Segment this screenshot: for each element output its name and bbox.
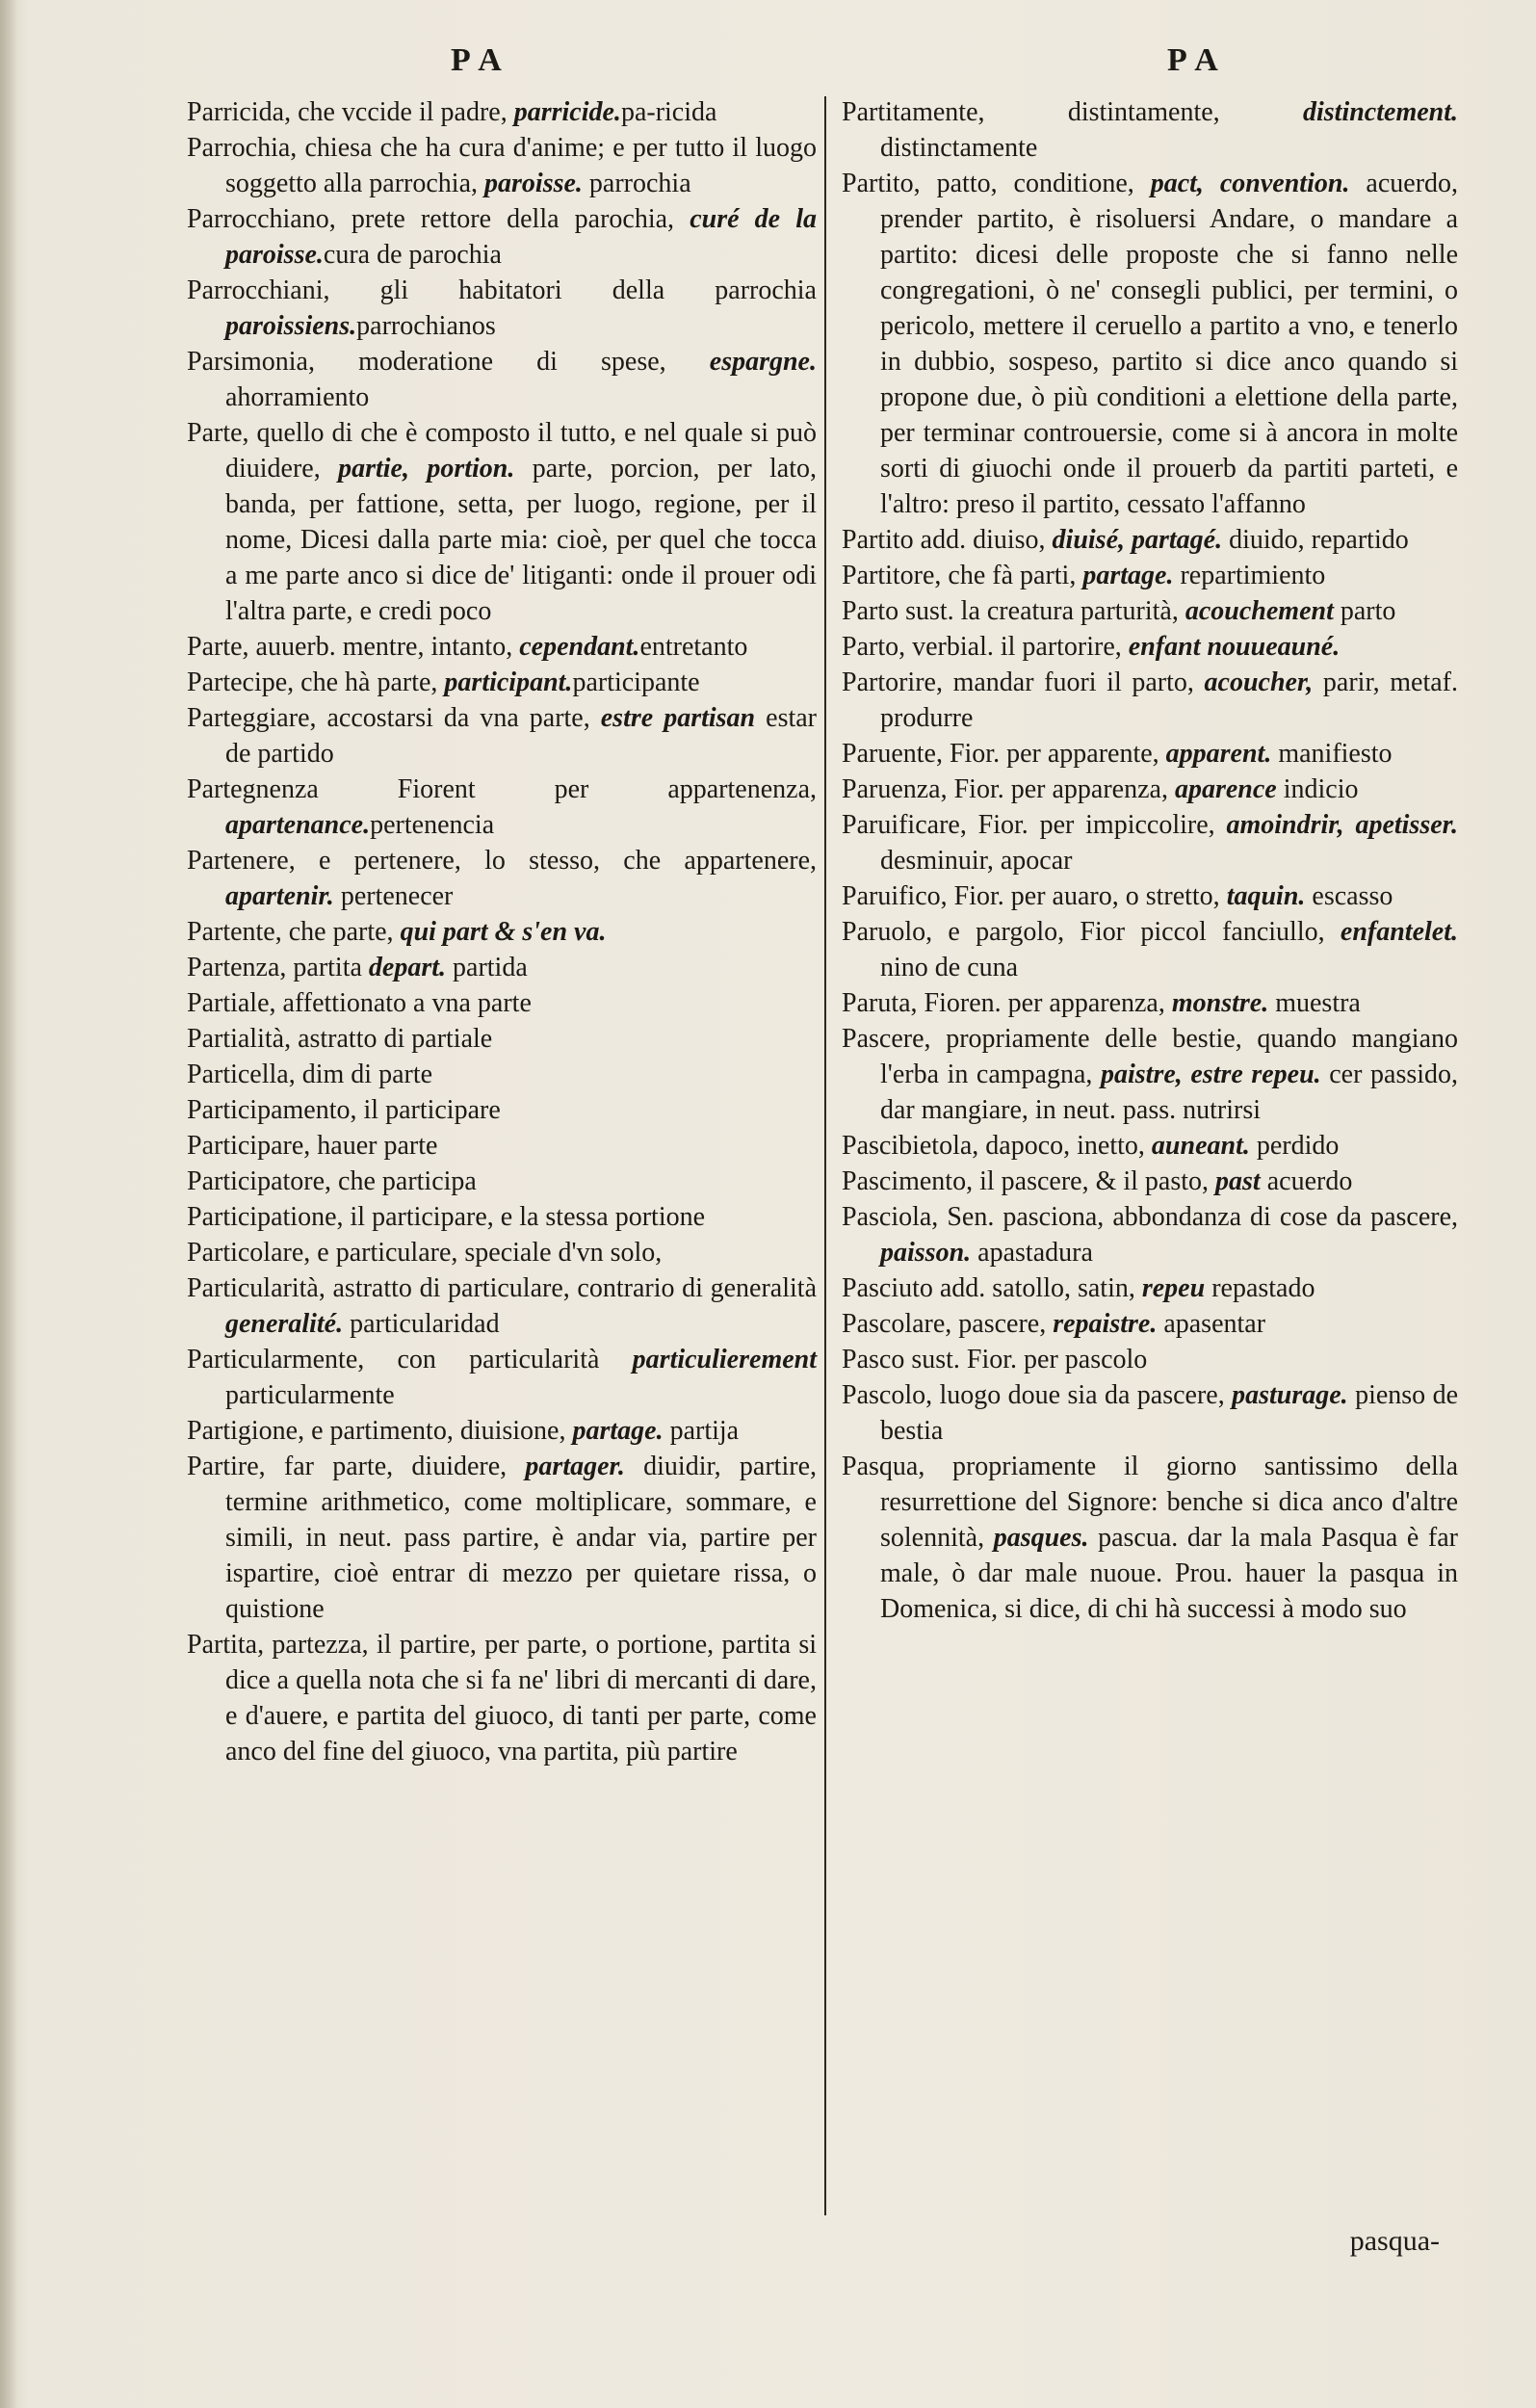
entry-italian: Partito add. diuiso, — [842, 525, 1053, 555]
entry-spanish: parir, metaf. produrre — [880, 667, 1458, 733]
entry-spanish: perdido — [1249, 1131, 1340, 1161]
entry-french: pasques. — [993, 1523, 1089, 1553]
entry-french: pact, convention. — [1150, 169, 1350, 198]
entry-french: partage. — [1082, 561, 1174, 590]
entry-french: partager. — [525, 1452, 625, 1481]
entry-french: acoucher, — [1204, 667, 1314, 697]
entry-italian: Parricida, che vccide il padre, — [187, 97, 514, 127]
dictionary-entry — [187, 94, 817, 130]
dictionary-entry — [187, 843, 817, 914]
dictionary-entry — [842, 593, 1458, 629]
dictionary-entry — [842, 558, 1458, 593]
entry-italian: Participamento, il participare — [187, 1095, 501, 1125]
entry-french: paroisse. — [484, 169, 583, 198]
entry-french: participant. — [444, 667, 573, 697]
entry-italian: Particularmente, con particularità — [187, 1345, 633, 1374]
dictionary-entry — [842, 166, 1458, 522]
entry-italian: Parto sust. la creatura parturità, — [842, 596, 1185, 626]
entry-italian: Parrochia, chiesa che ha cura d'anime; e per tutto il luogo soggetto alla parrochia, — [187, 133, 817, 198]
entry-italian: Parto, verbial. il partorire, — [842, 632, 1129, 662]
entry-french: particulierement — [632, 1345, 817, 1374]
entry-italian: Partenza, partita — [187, 953, 369, 982]
dictionary-entry — [842, 94, 1458, 166]
entry-spanish: apastadura — [971, 1238, 1093, 1268]
entry-italian: Partito, patto, conditione, — [842, 169, 1151, 198]
entry-spanish: cura de parochia — [323, 240, 502, 270]
dictionary-entry — [842, 1377, 1458, 1449]
entry-spanish: particularidad — [343, 1309, 500, 1339]
entry-spanish: parrochia — [582, 169, 691, 198]
dictionary-entry — [187, 1164, 817, 1199]
entry-italian: Partenere, e pertenere, lo stesso, che appartenere, — [187, 846, 817, 876]
entry-french: apartenance. — [225, 810, 371, 840]
entry-french: curé de la paroisse. — [225, 204, 817, 270]
entry-italian: Partegnenza Fiorent per appartenenza, — [187, 774, 817, 804]
entry-french: monstre. — [1171, 988, 1269, 1018]
entry-spanish: indicio — [1276, 774, 1359, 804]
dictionary-entry — [842, 736, 1458, 772]
entry-spanish: parte, porcion, per lato, banda, per fattione, setta, per luogo, regione, per il nome, Dicesi dalla parte mia: cioè, per quel che tocca a me parte anco si dice de' litiganti: onde il prouer odi l'altra parte, e credi poco — [225, 454, 817, 626]
entry-italian: Partiale, affettionato a vna parte — [187, 988, 532, 1018]
dictionary-entry — [187, 1413, 817, 1449]
entry-italian: Partita, partezza, il partire, per parte, o portione, partita si dice a quella nota che si fa ne' libri di mercanti di dare, e d'auere, e partita del giuoco, di tanti per parte, come anco del fine del giuoco, vna partita, più partire — [187, 1630, 817, 1767]
entry-spanish: pascua. dar la mala Pasqua è far male, ò dar male nuoue. Prou. hauer la pasqua in Domenica, si dice, di chi hà successi à modo suo — [880, 1523, 1458, 1624]
entry-italian: Paruente, Fior. per apparente, — [842, 739, 1166, 769]
dictionary-entry — [187, 985, 817, 1021]
entry-spanish: pa-ricida — [620, 97, 717, 127]
entry-french: distinctement. — [1303, 97, 1458, 127]
entry-italian: Partecipe, che hà parte, — [187, 667, 445, 697]
entry-french: depart. — [368, 953, 447, 982]
dictionary-entry — [842, 1306, 1458, 1342]
entry-french: cependant. — [519, 632, 640, 662]
entry-french: partie, portion. — [338, 454, 515, 484]
dictionary-entry — [842, 914, 1458, 985]
entry-french: apparent. — [1165, 739, 1272, 769]
entry-italian: Partigione, e partimento, diuisione, — [187, 1416, 573, 1446]
entry-italian: Particolare, e particulare, speciale d'vn solo, — [187, 1238, 663, 1268]
entry-french: past — [1215, 1166, 1261, 1196]
entry-spanish: cer passido, dar mangiare, in neut. pass. nutrirsi — [880, 1060, 1459, 1125]
dictionary-entry — [187, 130, 817, 201]
dictionary-entry — [187, 914, 817, 950]
entry-italian: Partire, far parte, diuidere, — [187, 1452, 526, 1481]
entry-italian: Parteggiare, accostarsi da vna parte, — [187, 703, 601, 733]
entry-italian: Participatione, il participare, e la stessa portione — [187, 1202, 706, 1232]
entry-french: generalité. — [225, 1309, 344, 1339]
dictionary-entry — [187, 344, 817, 415]
entry-french: apartenir. — [225, 881, 334, 911]
dictionary-entry — [842, 807, 1458, 878]
entry-french: taquin. — [1226, 881, 1306, 911]
entry-italian: Paruolo, e pargolo, Fior piccol fanciullo, — [842, 917, 1341, 947]
entry-french: paisson. — [880, 1238, 972, 1268]
dictionary-entry — [842, 878, 1458, 914]
entry-french: estre partisan — [600, 703, 756, 733]
entry-french: parricide. — [513, 97, 621, 127]
dictionary-entry — [842, 1199, 1458, 1270]
dictionary-entry — [842, 1342, 1458, 1377]
entry-italian: Parte, auuerb. mentre, intanto, — [187, 632, 520, 662]
dictionary-entry — [842, 522, 1458, 558]
entry-french: enfantelet. — [1340, 917, 1458, 947]
dictionary-entry — [842, 1449, 1458, 1627]
entry-spanish: ahorramiento — [225, 382, 370, 412]
binding-shadow — [0, 0, 17, 2408]
dictionary-entry — [187, 629, 817, 665]
entry-spanish: particularmente — [225, 1380, 395, 1410]
catchword: pasqua- — [1349, 2225, 1440, 2257]
entry-italian: Partitore, che fà parti, — [842, 561, 1083, 590]
dictionary-entry — [187, 1021, 817, 1057]
entry-italian: Pascere, propriamente delle bestie, quando mangiano l'erba in campagna, — [842, 1024, 1458, 1089]
entry-spanish: diuidir, partire, termine arithmetico, come moltiplicare, sommare, e simili, in neut. pass partire, è andar via, partire per ispartire, cioè entrar di mezzo per quietare rissa, o quistione — [225, 1452, 817, 1624]
dictionary-entry — [187, 1092, 817, 1128]
entry-italian: Partorire, mandar fuori il parto, — [842, 667, 1205, 697]
entry-italian: Participare, hauer parte — [187, 1131, 438, 1161]
entry-spanish: apasentar — [1157, 1309, 1266, 1339]
entry-spanish: pertenencia — [370, 810, 495, 840]
dictionary-entry — [187, 950, 817, 985]
left-column — [187, 94, 817, 1769]
column-divider — [824, 96, 826, 2215]
dictionary-entry — [187, 415, 817, 629]
entry-italian: Parrocchiano, prete rettore della parochia, — [187, 204, 690, 234]
entry-spanish: estar de partido — [225, 703, 817, 769]
entry-french: paistre, estre repeu. — [1101, 1060, 1321, 1089]
right-column — [842, 94, 1458, 1627]
entry-italian: Pascibietola, dapoco, inetto, — [842, 1131, 1152, 1161]
entry-italian: Paruificare, Fior. per impiccolire, — [842, 810, 1227, 840]
dictionary-entry — [187, 1270, 817, 1342]
entry-spanish: repastado — [1205, 1273, 1315, 1303]
dictionary-entry — [187, 1057, 817, 1092]
entry-spanish: distinctamente — [880, 133, 1038, 163]
entry-spanish: entretanto — [639, 632, 748, 662]
page-header-left: PA — [451, 42, 511, 78]
entry-spanish: pertenecer — [333, 881, 454, 911]
entry-spanish: repartimiento — [1173, 561, 1326, 590]
entry-italian: Parrocchiani, gli habitatori della parrochia — [187, 275, 817, 305]
entry-spanish: parrochianos — [356, 311, 496, 341]
entry-french: qui part & s'en va. — [400, 917, 607, 947]
entry-french: auneant. — [1151, 1131, 1250, 1161]
entry-italian: Pasco sust. Fior. per pascolo — [842, 1345, 1148, 1374]
entry-italian: Pasciuto add. satollo, satin, — [842, 1273, 1142, 1303]
entry-italian: Pascolare, pascere, — [842, 1309, 1054, 1339]
dictionary-entry — [187, 700, 817, 772]
entry-french: amoindrir, apetisser. — [1226, 810, 1459, 840]
dictionary-entry — [187, 665, 817, 700]
dictionary-entry — [187, 1199, 817, 1235]
entry-italian: Partente, che parte, — [187, 917, 401, 947]
entry-italian: Paruenza, Fior. per apparenza, — [842, 774, 1175, 804]
entry-french: repeu — [1141, 1273, 1206, 1303]
dictionary-entry — [842, 665, 1458, 736]
entry-spanish: partija — [663, 1416, 740, 1446]
entry-spanish: partida — [446, 953, 528, 982]
dictionary-entry — [842, 629, 1458, 665]
entry-french: repaistre. — [1053, 1309, 1158, 1339]
entry-spanish: escasso — [1305, 881, 1393, 911]
dictionary-entry — [187, 201, 817, 273]
entry-french: aparence — [1174, 774, 1277, 804]
dictionary-entry — [187, 1342, 817, 1413]
entry-french: espargne. — [709, 347, 817, 377]
entry-spanish: diuido, repartido — [1222, 525, 1409, 555]
entry-spanish: acuerdo, prender partito, è risoluersi Andare, o mandare a partito: dicesi delle proposte che si fanno nelle congregationi, ò ne' consegli publici, per termini, o pericolo, mettere il ceruello a partito a vno, e tenerlo in dubbio, sospeso, partito si dice anco quando si propone due, ò più conditioni a elettione della parte, per terminar controuersie, come si à ancora in molte sorti di giuochi onde il prouerb da partiti parteti, e l'altro: preso il partito, cessato l'affanno — [880, 169, 1459, 519]
entry-italian: Pascolo, luogo doue sia da pascere, — [842, 1380, 1233, 1410]
entry-french: paroissiens. — [225, 311, 357, 341]
entry-french: acouchement — [1185, 596, 1334, 626]
entry-spanish: muestra — [1268, 988, 1361, 1018]
dictionary-entry — [187, 273, 817, 344]
entry-french: pasturage. — [1232, 1380, 1348, 1410]
dictionary-entry — [187, 1449, 817, 1627]
entry-spanish: acuerdo — [1260, 1166, 1353, 1196]
dictionary-entry — [842, 1270, 1458, 1306]
entry-italian: Particella, dim di parte — [187, 1060, 433, 1089]
entry-french: partage. — [572, 1416, 664, 1446]
entry-italian: Pascimento, il pascere, & il pasto, — [842, 1166, 1216, 1196]
entry-italian: Partitamente, distintamente, — [842, 97, 1303, 127]
entry-spanish: parto — [1333, 596, 1396, 626]
entry-spanish: participante — [572, 667, 700, 697]
entry-italian: Parte, quello di che è composto il tutto, e nel quale si può diuidere, — [187, 418, 817, 484]
entry-spanish: manifiesto — [1271, 739, 1393, 769]
entry-italian: Pasciola, Sen. pasciona, abbondanza di cose da pascere, — [842, 1202, 1458, 1232]
entry-spanish: desminuir, apocar — [880, 846, 1073, 876]
dictionary-entry — [842, 1164, 1458, 1199]
dictionary-entry — [187, 1627, 817, 1769]
entry-french: enfant nouueauné. — [1128, 632, 1341, 662]
entry-italian: Paruta, Fioren. per apparenza, — [842, 988, 1172, 1018]
entry-italian: Participatore, che participa — [187, 1166, 477, 1196]
entry-italian: Pasqua, propriamente il giorno santissimo della resurrettione del Signore: benche si dica anco d'altre solennità, — [842, 1452, 1458, 1553]
dictionary-entry — [187, 1128, 817, 1164]
entry-french: diuisé, partagé. — [1052, 525, 1223, 555]
entry-italian: Particularità, astratto di particulare, contrario di generalità — [187, 1273, 817, 1303]
dictionary-entry — [842, 772, 1458, 807]
dictionary-entry — [842, 1021, 1458, 1128]
dictionary-entry — [842, 985, 1458, 1021]
dictionary-entry — [842, 1128, 1458, 1164]
entry-spanish: pienso de bestia — [880, 1380, 1458, 1446]
dictionary-entry — [187, 772, 817, 843]
entry-italian: Parsimonia, moderatione di spese, — [187, 347, 710, 377]
page-header-right: PA — [1167, 42, 1228, 78]
dictionary-entry — [187, 1235, 817, 1270]
entry-spanish: nino de cuna — [880, 953, 1019, 982]
entry-italian: Partialità, astratto di partiale — [187, 1024, 493, 1054]
entry-italian: Paruifico, Fior. per auaro, o stretto, — [842, 881, 1227, 911]
